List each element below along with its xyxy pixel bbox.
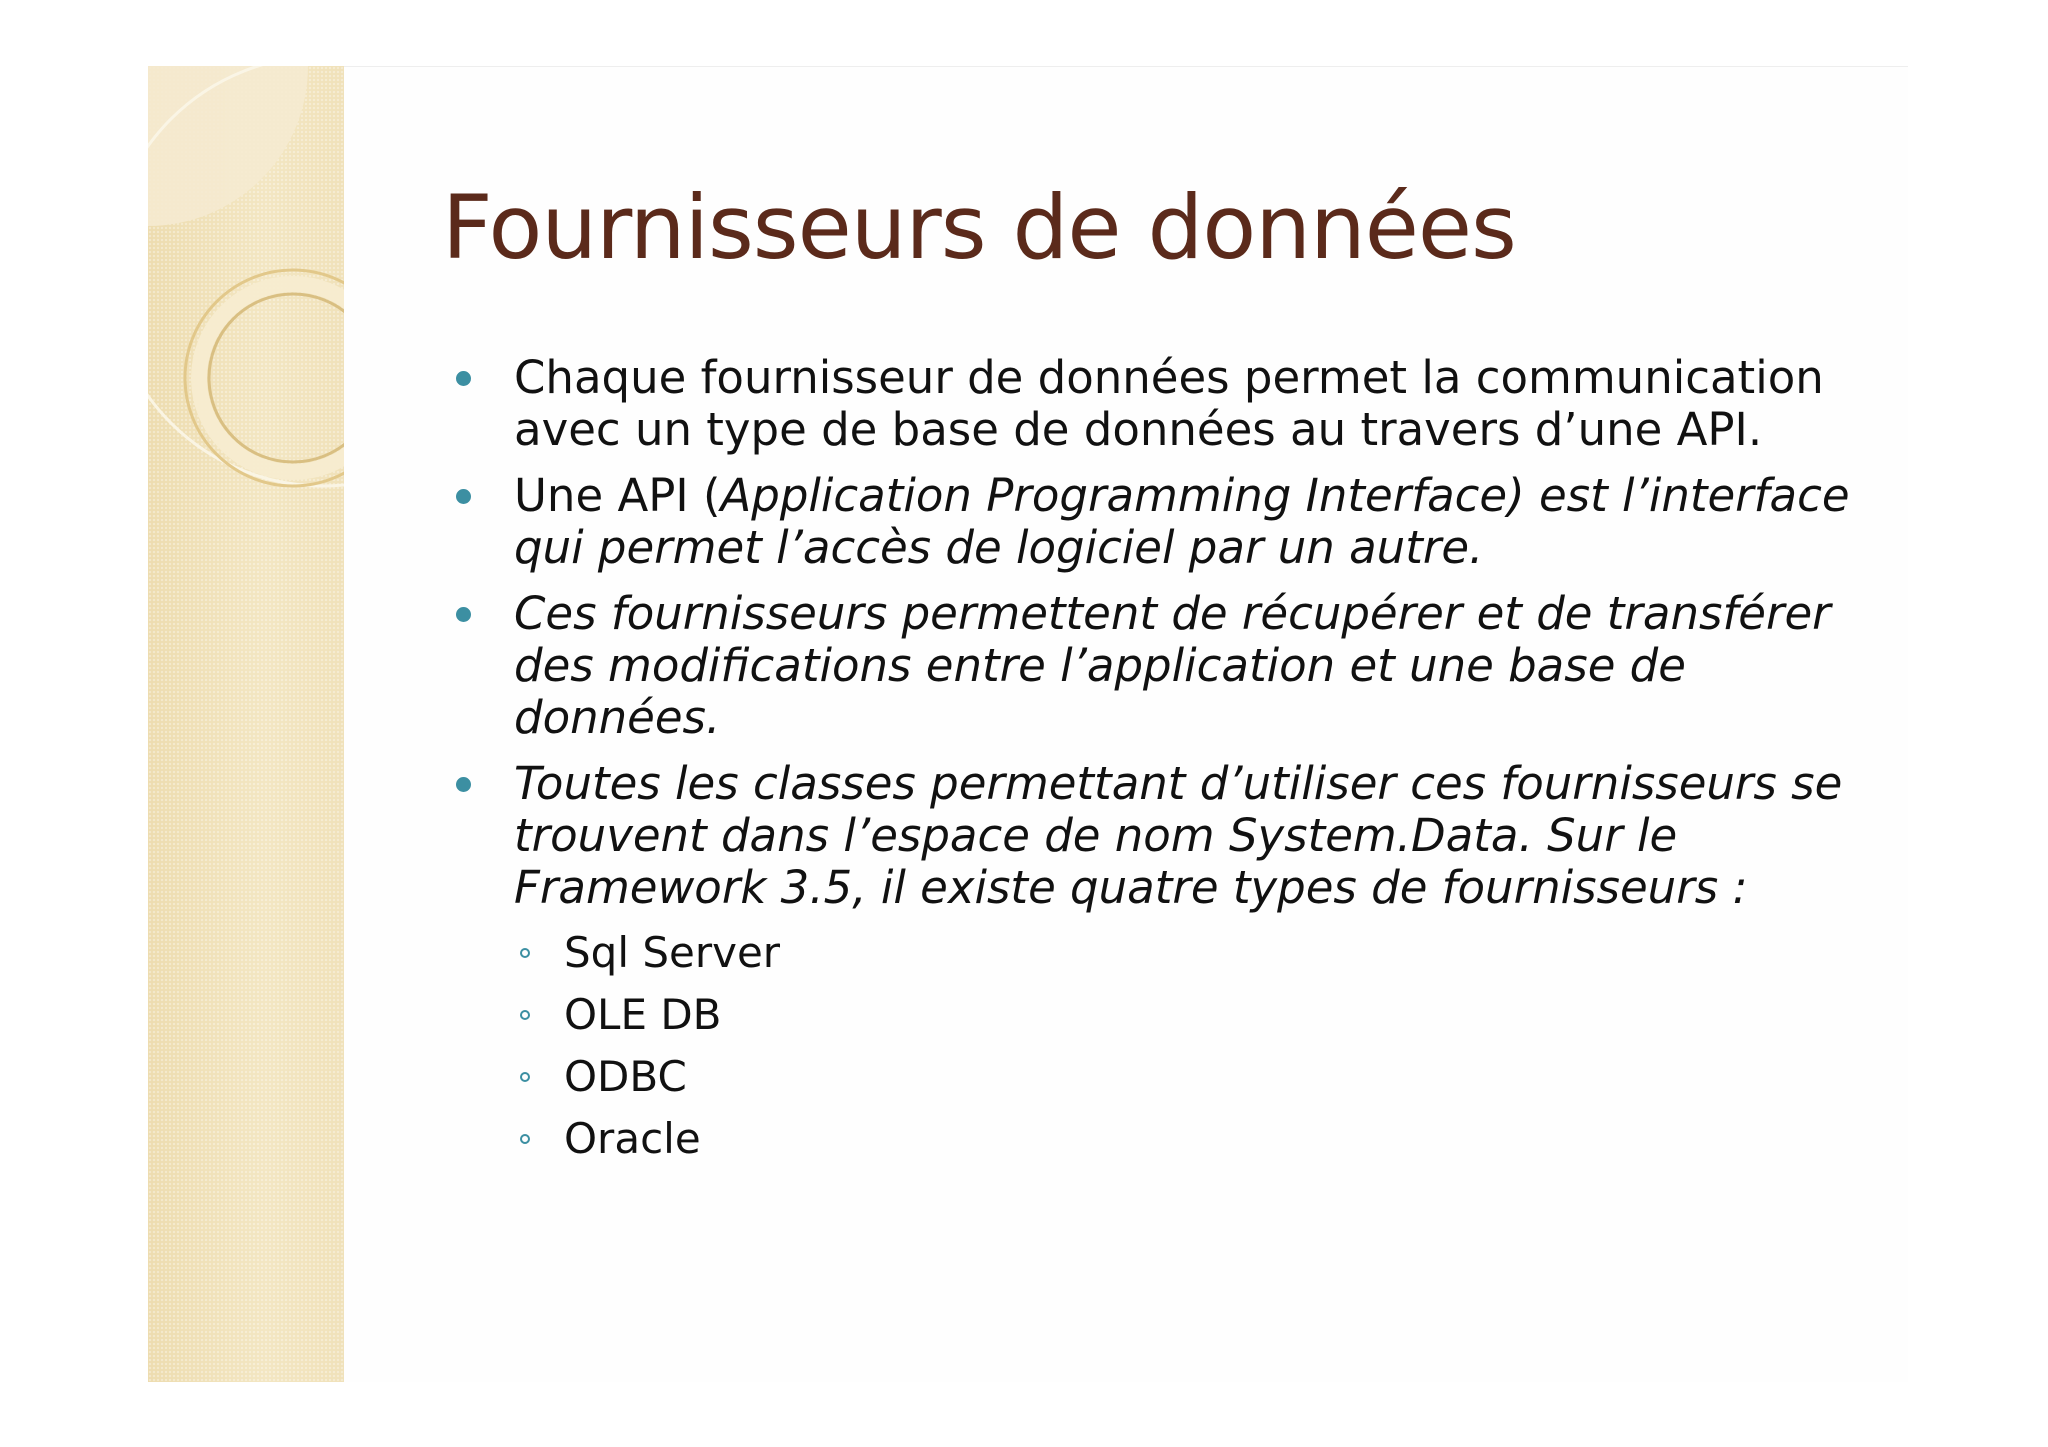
- bullet-text-prefix: Une API (: [514, 469, 721, 522]
- sub-bullet-item: [514, 990, 1862, 1040]
- bullet-item: [442, 758, 1862, 914]
- ring-bullet-icon: [520, 1134, 530, 1144]
- bullet-list: [442, 352, 1862, 1176]
- provider-sublist: [514, 928, 1862, 1164]
- bullet-text-italic: Application Programming Interface) est l’interface qui permet l’accès de logiciel par un autre.: [514, 469, 1850, 574]
- provider-name: Sql Server: [564, 928, 781, 977]
- corner-arc-shape: [148, 66, 308, 226]
- bullet-text-italic: Ces fournisseurs permettent de récupérer et de transférer des modifications entre l’application et une base de données.: [514, 587, 1831, 744]
- bullet-item: [442, 588, 1862, 744]
- slide-title: Fournisseurs de données: [442, 176, 1516, 279]
- ring-bullet-icon: [520, 1010, 530, 1020]
- bullet-dot-icon: [456, 489, 471, 504]
- bullet-dot-icon: [456, 371, 471, 386]
- bullet-text-italic: Toutes les classes permettant d’utiliser ces fournisseurs se trouvent dans l’espace de nom System.Data. Sur le Framework 3.5, il existe quatre types de fournisseurs :: [514, 757, 1843, 914]
- sub-bullet-item: [514, 1114, 1862, 1164]
- slide-top-border: [148, 66, 1908, 67]
- ring-bullet-icon: [520, 948, 530, 958]
- bullet-dot-icon: [456, 607, 471, 622]
- bullet-item: [442, 352, 1862, 456]
- provider-name: Oracle: [564, 1114, 701, 1163]
- sub-bullet-item: [514, 928, 1862, 978]
- bullet-text: Chaque fournisseur de données permet la communication avec un type de base de données au travers d’une API.: [514, 351, 1824, 456]
- sub-bullet-item: [514, 1052, 1862, 1102]
- decorative-circles: [148, 66, 344, 506]
- ring-bullet-icon: [520, 1072, 530, 1082]
- provider-name: OLE DB: [564, 990, 722, 1039]
- provider-name: ODBC: [564, 1052, 687, 1101]
- bullet-item: [442, 470, 1862, 574]
- ring-fill: [199, 284, 344, 472]
- bullet-dot-icon: [456, 777, 471, 792]
- slide: [148, 66, 1908, 1382]
